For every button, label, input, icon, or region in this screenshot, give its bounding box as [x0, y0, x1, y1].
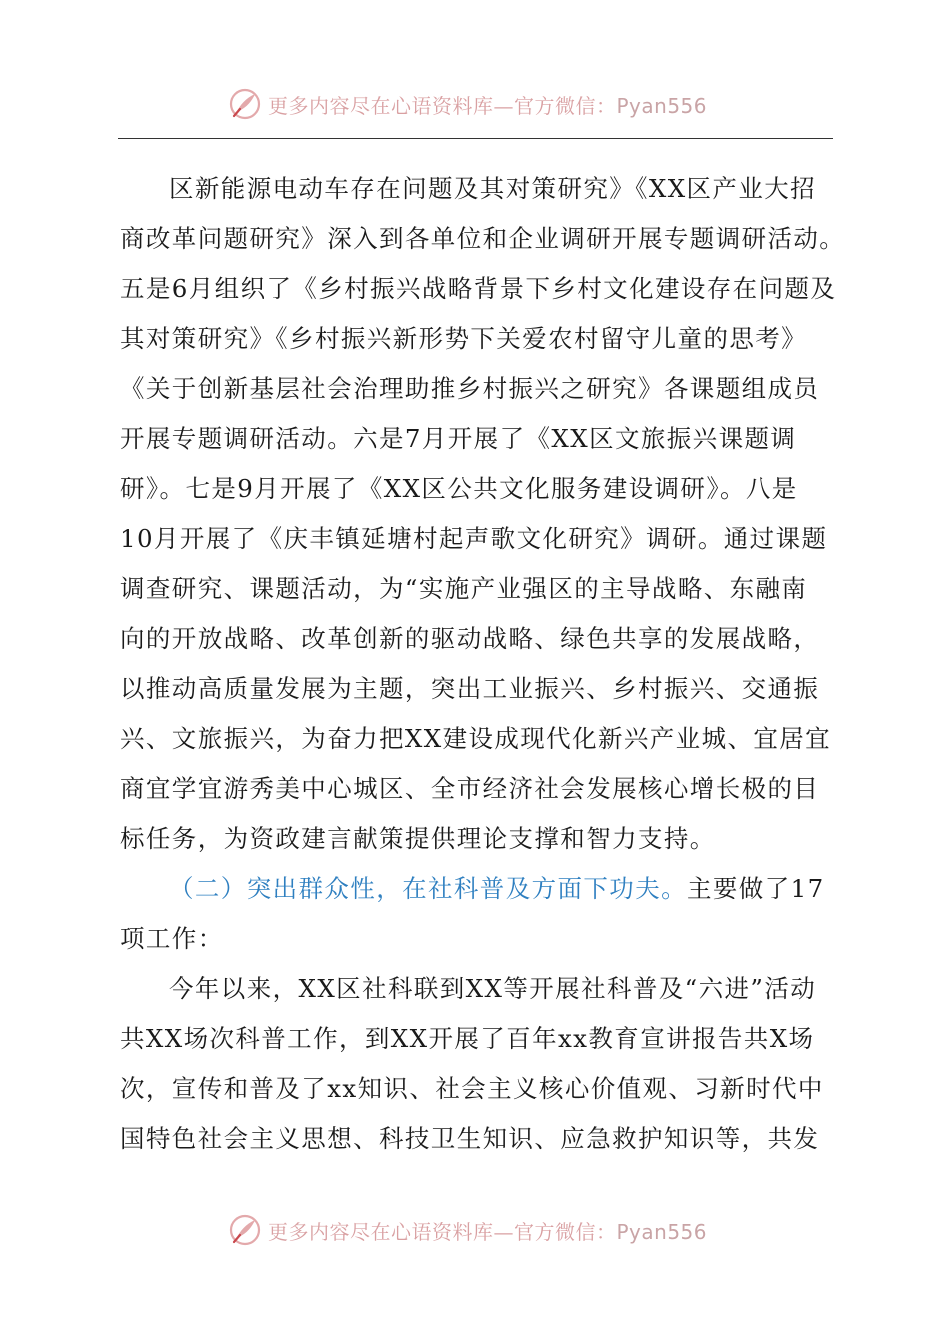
body-line: 今年以来，XX区社科联到XX等开展社科普及“六进”活动 [169, 974, 817, 1003]
header-brand [228, 86, 707, 122]
body-line: 次，宣传和普及了xx知识、社会主义核心价值观、习新时代中 [120, 1074, 824, 1103]
body-line: 向的开放战略、改革创新的驱动战略、绿色共享的发展战略， [120, 624, 820, 653]
body-line: 区新能源电动车存在问题及其对策研究》《XX区产业大招 [169, 174, 817, 203]
quill-pen-logo-icon [228, 1213, 262, 1247]
footer-brand [228, 1212, 707, 1248]
body-line: 以推动高质量发展为主题，突出工业振兴、乡村振兴、交通振 [120, 674, 820, 703]
header-wechat-id: Pyan556 [616, 93, 708, 118]
body-line: 《关于创新基层社会治理助推乡村振兴之研究》各课题组成员 [120, 374, 820, 403]
footer-brand-text: 更多内容尽在心语资料库—官方微信：Pyan556 [268, 1219, 708, 1244]
body-line: 标任务，为资政建言献策提供理论支撑和智力支持。 [120, 824, 716, 853]
body-line: 商宜学宜游秀美中心城区、全市经济社会发展核心增长极的目 [120, 774, 820, 803]
quill-pen-logo-icon [228, 87, 262, 121]
section-heading-highlight: （二）突出群众性，在社科普及方面下功夫。 [169, 874, 687, 903]
section-heading-rest: 主要做了17 [687, 874, 825, 903]
body-line: 研》。七是9月开展了《XX区公共文化服务建设调研》。八是 [120, 474, 798, 503]
body-line: 商改革问题研究》深入到各单位和企业调研开展专题调研活动。 [120, 224, 846, 253]
body-line: 其对策研究》《乡村振兴新形势下关爱农村留守儿童的思考》 [120, 324, 808, 353]
body-line: 兴、文旅振兴，为奋力把XX建设成现代化新兴产业城、宜居宜 [120, 724, 832, 753]
header-brand-text: 更多内容尽在心语资料库—官方微信：Pyan556 [268, 93, 708, 118]
body-line: 调查研究、课题活动，为“实施产业强区的主导战略、东融南 [120, 574, 808, 603]
section-heading [120, 864, 832, 914]
section-heading-continuation: 项工作： [120, 924, 224, 953]
body-line: 五是6月组织了《乡村振兴战略背景下乡村文化建设存在问题及 [120, 274, 837, 303]
body-line: 共XX场次科普工作，到XX开展了百年xx教育宣讲报告共X场 [120, 1024, 815, 1053]
header-divider [118, 138, 833, 139]
footer-wechat-id: Pyan556 [616, 1219, 708, 1244]
document-body [120, 164, 846, 1164]
body-line: 开展专题调研活动。六是7月开展了《XX区文旅振兴课题调 [120, 424, 797, 453]
body-line: 国特色社会主义思想、科技卫生知识、应急救护知识等，共发 [120, 1124, 820, 1153]
body-line: 10月开展了《庆丰镇延塘村起声歌文化研究》调研。通过课题 [120, 524, 828, 553]
